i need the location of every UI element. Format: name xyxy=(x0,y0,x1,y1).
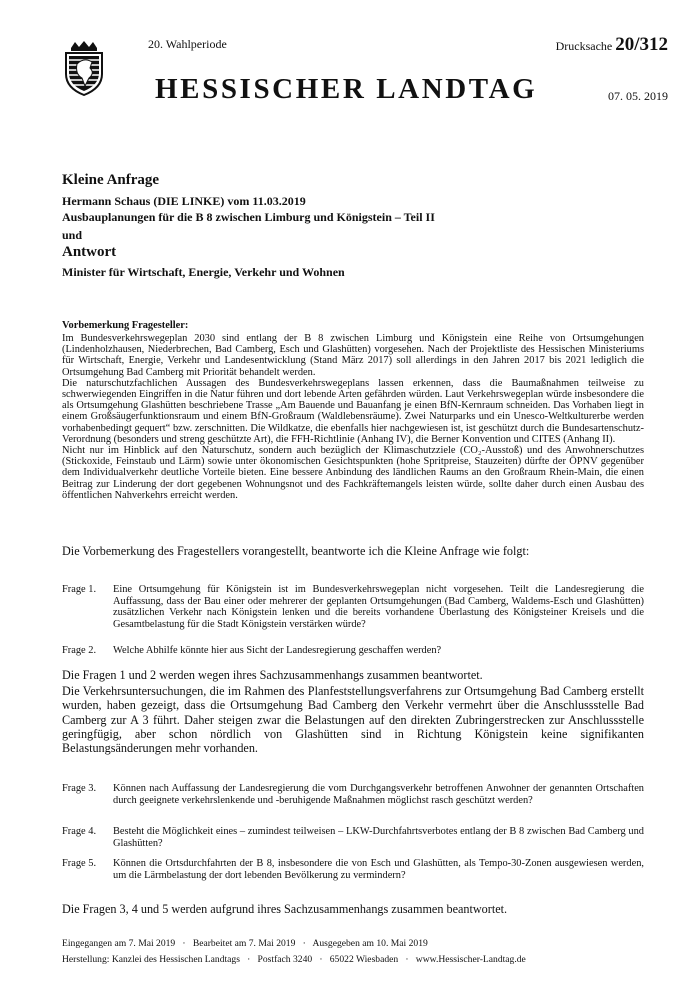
answer-intro: Die Fragen 1 und 2 werden wegen ihres Sachzusammenhangs zusammen beantwortet. xyxy=(62,668,483,682)
preamble-paragraph: Die naturschutzfachlichen Aussagen des Bundesverkehrswegeplans lassen erkennen, dass die Baumaßnahmen teilweise zu schwerwiegenden Eingriffen in die Natur führen und dort lebende Arten gefährden würden. Laut Verkehrswegeplan würde insbesondere die als Ortsumgehung Glashütten beschriebene Trasse „Am Bauende und Bauanfang je einen BfN-Kernraum schneiden. Das Vorhaben liegt in einem Großsäugerfunktionsraum und einem BfN-Großraum (Waldlebensräume). Zwei Naturparks und ein Unesco-Weltkulturerbe werden vorhabenbedingt gequert“ bzw. zerschnitten. Die Wildkatze, die ebenfalls hier nachgewiesen ist, ist geschützt durch die Bundesartenschutz-Verordnung (besonders und streng geschützte Art), die FFH-Richtlinie (Anhang IV), die Berner Konvention und CITES (Anhang II). xyxy=(62,377,644,445)
question-label: Frage 2. xyxy=(62,645,97,656)
subject-line: Ausbauplanungen für die B 8 zwischen Limburg und Königstein – Teil II xyxy=(62,210,435,224)
preamble-body xyxy=(62,333,644,501)
question-label: Frage 3. xyxy=(62,783,97,794)
document-date: 07. 05. 2019 xyxy=(608,89,668,103)
coat-of-arms-logo xyxy=(62,40,106,96)
connector: und xyxy=(62,228,83,242)
wahlperiode: 20. Wahlperiode xyxy=(148,37,227,51)
author-line: Hermann Schaus (DIE LINKE) vom 11.03.2019 xyxy=(62,194,306,208)
preamble-paragraph: Im Bundesverkehrswegeplan 2030 sind entlang der B 8 zwischen Limburg und Königstein eine Reihe von Ortsumgehungen (Lindenholzhausen, Niederbrechen, Bad Camberg, Esch und Glashütten) vorgesehen. Nach der Projektliste des Hessischen Ministeriums für Wirtschaft, Energie, Verkehr und Landesentwicklung (Stand März 2017) soll allerdings in den Jahren 2017 bis 2021 lediglich die Ortsumgehung Bad Camberg mit Priorität behandelt werden. xyxy=(62,333,644,378)
preamble-heading: Vorbemerkung Fragesteller: xyxy=(62,320,189,331)
answer-intro: Die Fragen 3, 4 und 5 werden aufgrund ihres Sachzusammenhangs zusammen beantwortet. xyxy=(62,902,508,916)
footer-dates: Eingegangen am 7. Mai 2019 · Bearbeitet am 7. Mai 2019 · Ausgegeben am 10. Mai 2019 xyxy=(62,938,428,949)
preamble-paragraph: Nicht nur im Hinblick auf den Naturschutz, sondern auch bezüglich der Klimaschutzziele (CO₂-Ausstoß) und des Anwohnerschutzes (Stickoxide, Feinstaub und Lärm) sowie unter ökonomischen Gesichtspunkten (hohe Spritpreise, Stauzeiten) dürfte der ÖPNV gegenüber dem Individualverkehr deutliche Vorteile bieten. Eine bessere Anbindung des ländlichen Raums an den Großraum Rhein-Main, die einen Beitrag zur Linderung der dort gegebenen Wohnungsnot und des Fachkräftemangels leisten würde, sollte daher durch einen Ausbau des öffentlichen Nahverkehrs erreicht werden. xyxy=(62,445,644,501)
question-label: Frage 4. xyxy=(62,826,97,837)
question-text: Eine Ortsumgehung für Königstein ist im Bundesverkehrswegeplan nicht vorgesehen. Teilt die Landesregierung die Auffassung, dass der Bau einer oder mehrerer der geplanten Ortsumgehungen (Bad Camberg, Waldems-Esch und Glashütten) zusätzlichen Verkehr nach Königstein lenken und die bereits vorhandene Überlastung des Königsteiner Kreisels und die Gesamtbelastung für die Stadt Königstein verstärken würde? xyxy=(113,584,644,630)
drucksache xyxy=(556,34,668,56)
question-text: Besteht die Möglichkeit eines – zumindest teilweisen – LKW-Durchfahrtsverbotes entlang der B 8 zwischen Bad Camberg und Glashütten? xyxy=(113,826,644,849)
footer-imprint: Herstellung: Kanzlei des Hessischen Landtags · Postfach 3240 · 65022 Wiesbaden · www.Hessischer-Landtag.de xyxy=(62,954,526,965)
intro-sentence: Die Vorbemerkung des Fragestellers vorangestellt, beantworte ich die Kleine Anfrage wie folgt: xyxy=(62,544,530,558)
question-text: Können nach Auffassung der Landesregierung die vom Durchgangsverkehr betroffenen Anwohner der genannten Ortschaften durch geeignete verkehrslenkende und -beruhigende Maßnahmen möglichst rasch geschützt werden? xyxy=(113,783,644,806)
question-label: Frage 1. xyxy=(62,584,97,595)
question-label: Frage 5. xyxy=(62,858,97,869)
drucksache-number: 20/312 xyxy=(615,34,668,55)
question-text: Können die Ortsdurchfahrten der B 8, insbesondere die von Esch und Glashütten, als Tempo-30-Zonen ausgewiesen werden, um die Lärmbelastung der dort lebenden Bevölkerung zu vermindern? xyxy=(113,858,644,881)
minister-line: Minister für Wirtschaft, Energie, Verkehr und Wohnen xyxy=(62,265,345,279)
parliament-name: HESSISCHER LANDTAG xyxy=(155,73,538,105)
question-text: Welche Abhilfe könnte hier aus Sicht der Landesregierung geschaffen werden? xyxy=(113,645,442,656)
answer-text: Die Verkehrsuntersuchungen, die im Rahmen des Planfeststellungsverfahrens zur Ortsumgehung Bad Camberg erstellt wurden, haben gezeigt, dass die Ortsumgehung Bad Camberg den Verkehr vermehrt über die Anschlussstelle Bad Camberg zur A 3 führt. Daher steigen zwar die Belastungen auf den direkten Zubringerstrecken zur Anschlussstelle geringfügig, aber schon nördlich von Glashütten sind in Richtung Königstein keine signifikanten Belastungsänderungen mehr vorhanden. xyxy=(62,684,644,756)
document-type: Kleine Anfrage xyxy=(62,172,160,188)
answer-heading: Antwort xyxy=(62,244,117,260)
drucksache-label: Drucksache xyxy=(555,39,613,53)
